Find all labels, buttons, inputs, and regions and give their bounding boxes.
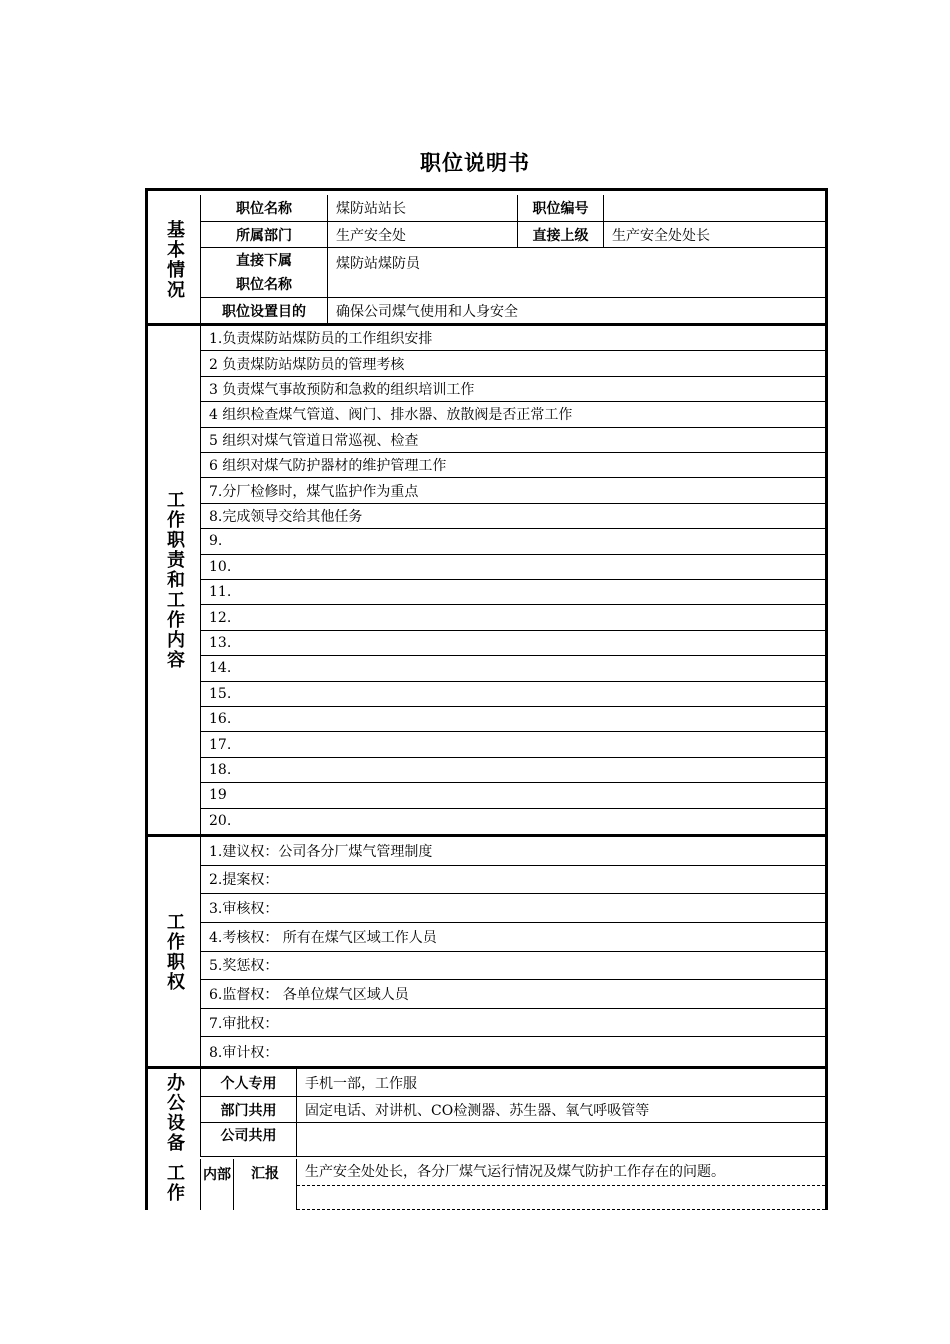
duty-item: 5 组织对煤气管道日常巡视、检查 [201, 428, 825, 453]
duty-item: 14. [201, 656, 825, 681]
internal-label: 内部 [201, 1159, 234, 1210]
duty-item: 11. [201, 580, 825, 605]
superior-value: 生产安全处处长 [612, 227, 710, 244]
duties-section [148, 326, 825, 834]
authority-section [148, 837, 825, 1066]
relations-section [148, 1159, 825, 1210]
duty-item: 17. [201, 732, 825, 757]
authority-item: 8.审计权： [209, 1044, 279, 1061]
position-name-label: 职位名称 [201, 195, 328, 221]
equipment-section [148, 1069, 825, 1157]
department-value: 生产安全处 [328, 222, 518, 247]
equipment-row [201, 1123, 825, 1157]
duty-item: 1.负责煤防站煤防员的工作组织安排 [201, 326, 825, 351]
authority-item: 7.审批权： [201, 1009, 825, 1038]
duty-item: 7.分厂检修时，煤气监护作为重点 [201, 478, 825, 503]
basic-row-3 [201, 248, 825, 298]
duty-item: 9. [201, 529, 825, 554]
duty-item: 8.完成领导交给其他任务 [201, 504, 825, 529]
duty-item: 10. [201, 555, 825, 580]
subordinate-label: 直接下属 职位名称 [201, 248, 328, 297]
dashed-line [297, 1209, 825, 1210]
equipment-type-label: 个人专用 [201, 1069, 297, 1096]
duty-item: 6 组织对煤气防护器材的维护管理工作 [201, 453, 825, 478]
equipment-type-label: 部门共用 [201, 1097, 297, 1122]
equipment-label: 办公设备 [148, 1069, 201, 1157]
job-description-form [145, 188, 828, 1210]
duty-item: 15. [201, 682, 825, 707]
position-code-label: 职位编号 [518, 195, 604, 221]
superior-label: 直接上级 [518, 222, 604, 247]
equipment-value: 手机一部，工作服 [305, 1075, 417, 1092]
basic-row-2 [201, 222, 825, 248]
duty-item: 20. [209, 813, 232, 830]
duty-item: 19 [201, 783, 825, 808]
purpose-label: 职位设置目的 [201, 298, 328, 324]
authority-item: 6.监督权： 各单位煤气区域人员 [201, 980, 825, 1009]
authority-item: 1.建议权：公司各分厂煤气管理制度 [201, 837, 825, 866]
duty-item: 12. [201, 605, 825, 630]
duty-item: 13. [201, 631, 825, 656]
duty-item: 2 负责煤防站煤防员的管理考核 [201, 351, 825, 376]
equipment-row [201, 1097, 825, 1123]
authority-item: 3.审核权： [201, 894, 825, 923]
report-value: 生产安全处处长，各分厂煤气运行情况及煤气防护工作存在的问题。 [305, 1164, 725, 1180]
basic-info-label: 基本情况 [148, 195, 201, 324]
authority-label: 工作职权 [148, 837, 201, 1066]
authority-item: 5.奖惩权： [201, 952, 825, 981]
subordinate-value: 煤防站煤防员 [336, 256, 420, 272]
equipment-value: 固定电话、对讲机、CO检测器、苏生器、氧气呼吸管等 [305, 1102, 650, 1119]
equipment-row [201, 1069, 825, 1097]
duty-item: 18. [201, 758, 825, 783]
duties-label: 工作职责和工作内容 [148, 326, 201, 834]
report-label: 汇报 [234, 1159, 297, 1210]
duty-item: 16. [201, 707, 825, 732]
department-label: 所属部门 [201, 222, 328, 247]
purpose-value: 确保公司煤气使用和人身安全 [336, 304, 518, 320]
basic-row-1 [201, 195, 825, 222]
relations-label: 工作 [148, 1159, 201, 1210]
basic-info-section [148, 195, 825, 324]
authority-item: 4.考核权： 所有在煤气区域工作人员 [201, 923, 825, 952]
duty-item: 3 负责煤气事故预防和急救的组织培训工作 [201, 377, 825, 402]
page-title: 职位说明书 [420, 151, 530, 175]
equipment-value [297, 1123, 825, 1156]
position-code-value [604, 195, 825, 221]
basic-row-4 [201, 298, 825, 324]
equipment-type-label: 公司共用 [201, 1123, 297, 1156]
authority-item: 2.提案权： [201, 866, 825, 895]
dashed-line [297, 1185, 825, 1186]
position-name-value: 煤防站站长 [328, 195, 518, 221]
duty-item: 4 组织检查煤气管道、阀门、排水器、放散阀是否正常工作 [201, 402, 825, 427]
